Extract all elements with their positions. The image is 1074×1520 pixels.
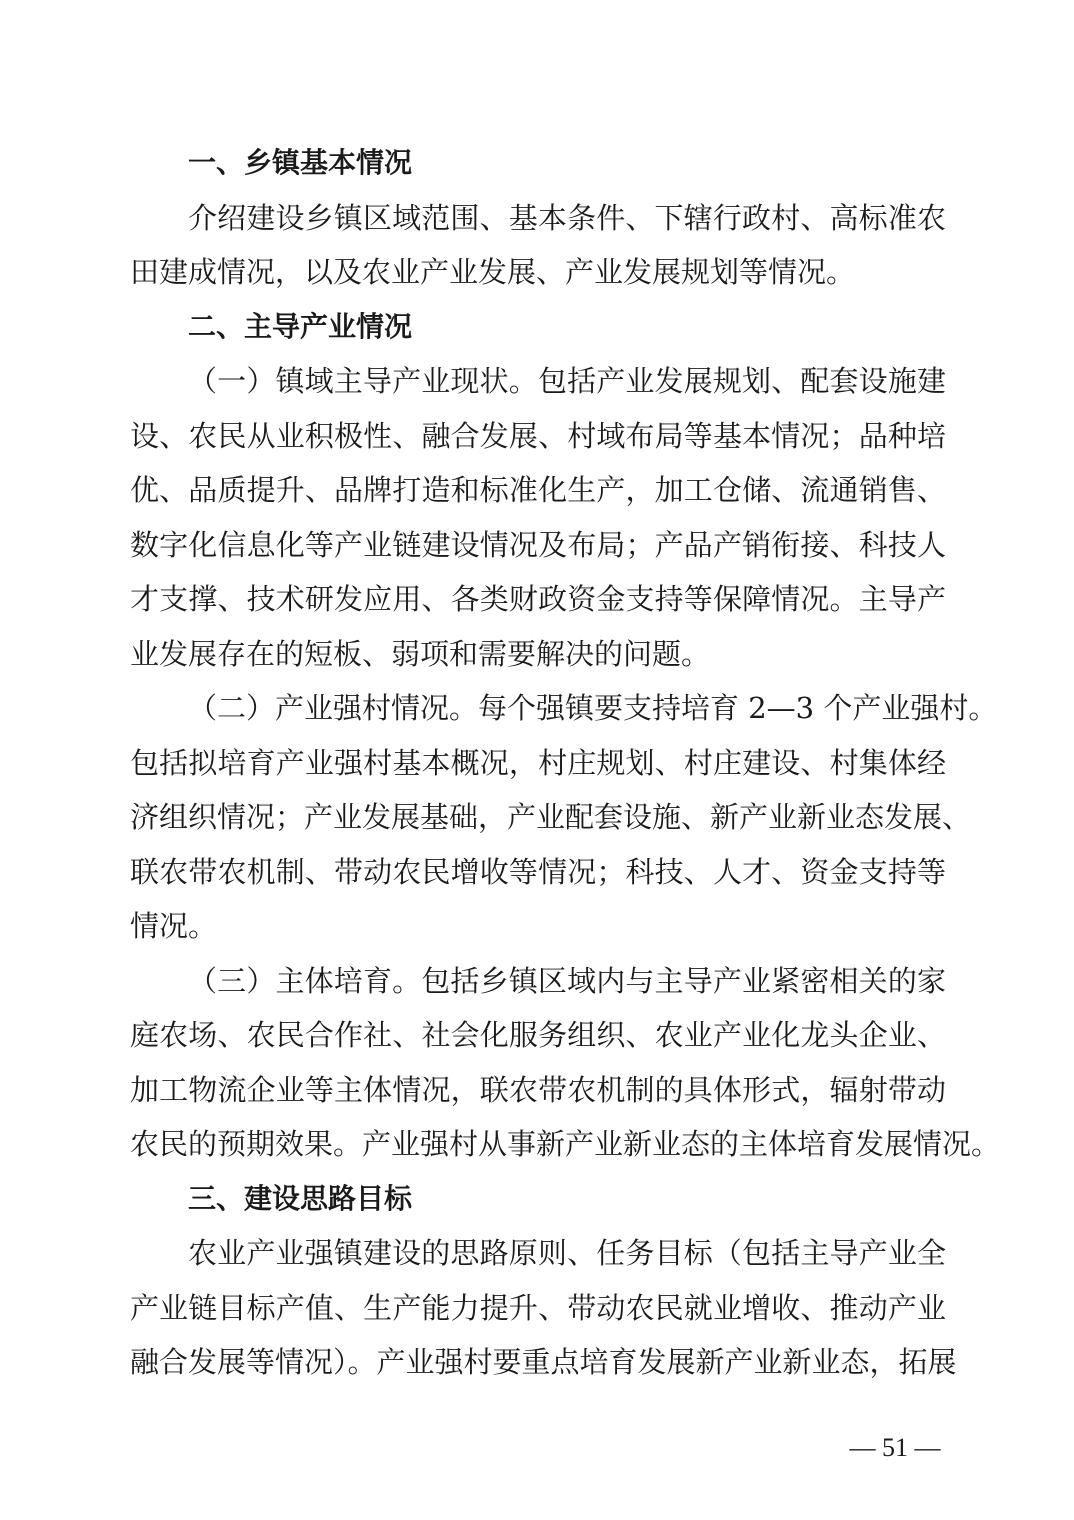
paragraph-line: 优、品质提升、品牌打造和标准化生产，加工仓储、流通销售、 xyxy=(130,473,946,507)
paragraph-line: 产业链目标产值、生产能力提升、带动农民就业增收、推动产业 xyxy=(130,1291,946,1325)
paragraph-line: 情况。 xyxy=(130,909,218,943)
paragraph-line: （一）镇域主导产业现状。包括产业发展规划、配套设施建 xyxy=(188,364,946,398)
paragraph-line: 农民的预期效果。产业强村从事新产业新业态的主体培育发展情况。 xyxy=(130,1127,1001,1161)
paragraph-line: 庭农场、农民合作社、社会化服务组织、农业产业化龙头企业、 xyxy=(130,1018,946,1052)
paragraph-line: （二）产业强村情况。每个强镇要支持培育 2—3 个产业强村。 xyxy=(188,691,998,725)
paragraph-line: 济组织情况；产业发展基础，产业配套设施、新产业新业态发展、 xyxy=(130,800,972,834)
section-heading-2: 二、主导产业情况 xyxy=(188,310,413,343)
paragraph-line: 加工物流企业等主体情况，联农带农机制的具体形式，辐射带动 xyxy=(130,1073,946,1107)
paragraph-line: 联农带农机制、带动农民增收等情况；科技、人才、资金支持等 xyxy=(130,855,946,889)
section-heading-1: 一、乡镇基本情况 xyxy=(188,146,413,179)
paragraph-line: （三）主体培育。包括乡镇区域内与主导产业紧密相关的家 xyxy=(188,964,946,998)
page-number: — 51 — xyxy=(849,1433,941,1462)
paragraph-line: 才支撑、技术研发应用、各类财政资金支持等保障情况。主导产 xyxy=(130,582,946,616)
paragraph-line: 田建成情况，以及农业产业发展、产业发展规划等情况。 xyxy=(130,255,856,289)
paragraph-line: 融合发展等情况）。产业强村要重点培育发展新产业新业态，拓展 xyxy=(130,1345,957,1379)
paragraph-line: 数字化信息化等产业链建设情况及布局；产品产销衔接、科技人 xyxy=(130,528,946,562)
paragraph-line: 包括拟培育产业强村基本概况，村庄规划、村庄建设、村集体经 xyxy=(130,746,946,780)
paragraph-line: 业发展存在的短板、弱项和需要解决的问题。 xyxy=(130,637,711,671)
paragraph-line: 农业产业强镇建设的思路原则、任务目标（包括主导产业全 xyxy=(188,1236,946,1270)
section-heading-3: 三、建设思路目标 xyxy=(188,1182,413,1215)
paragraph-line: 介绍建设乡镇区域范围、基本条件、下辖行政村、高标准农 xyxy=(188,201,946,235)
paragraph-line: 设、农民从业积极性、融合发展、村域布局等基本情况；品种培 xyxy=(130,419,946,453)
